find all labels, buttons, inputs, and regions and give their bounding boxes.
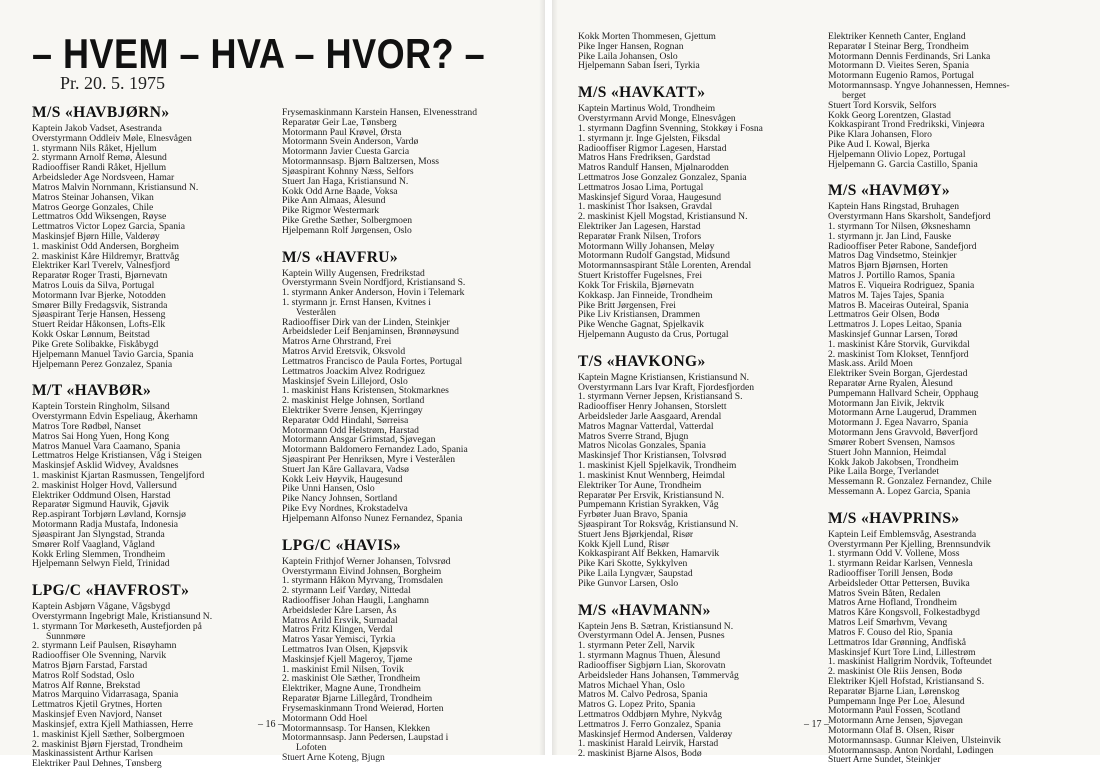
crew-line: 2. maskinist Helge Johnsen, Sortland	[282, 395, 425, 407]
block-spacer	[828, 497, 1090, 510]
crew-line: 2. maskinist Bjarne Alsos, Bodø	[578, 748, 702, 760]
crew-line: 1. styrmann Tor Mørkeseth, Austefjorden på	[32, 620, 202, 632]
crew-line: 1. maskinist Harald Leirvik, Harstad	[578, 738, 719, 750]
crew-line: Matros Louis da Silva, Portugal	[32, 280, 155, 291]
crew-line: Hjelpemann Saban Iseri, Tyrkia	[578, 60, 700, 72]
block-spacer	[578, 71, 826, 84]
page-17	[552, 0, 1100, 766]
crew-line: Arbeidsleder Leif Benjaminsen, Brønnøysund	[282, 326, 459, 338]
crew-line: Pumpemann Kristian Syrakken, Våg	[578, 499, 719, 511]
crew-line: Motormann Paul Fossen, Scotland	[828, 705, 961, 717]
crew-line: Pike Unni Hansen, Oslo	[282, 483, 375, 495]
crew-line: Motormann J. Egea Navarro, Spania	[828, 417, 969, 429]
crew-line: Matros Leif Smørhvm, Vevang	[828, 617, 948, 629]
page-16	[0, 0, 545, 769]
crew-line: Lettmatros Joackim Alvez Rodriguez	[282, 365, 426, 377]
crew-line: Pike Gunvor Larsen, Oslo	[578, 577, 679, 589]
crew-line: Sjøaspirant Kohnny Næss, Selfors	[282, 165, 414, 177]
ship-heading: M/S «HAVBJØRN»	[32, 104, 170, 121]
crew-line: Hjelpemann Selwyn Field, Trinidad	[32, 558, 170, 570]
crew-line: berget	[842, 89, 866, 101]
crew-line: Matros M. Calvo Pedrosa, Spania	[578, 689, 708, 701]
crew-line: 1. maskinist Hans Kristensen, Stokmarknes	[282, 385, 449, 397]
crew-line: Matros Bjørn Bjørnsen, Horten	[828, 260, 948, 272]
crew-line: Pike Inger Hansen, Rognan	[578, 40, 684, 52]
ship-heading: M/S «HAVPRINS»	[828, 509, 960, 527]
crew-line: Reparatør Arne Ryalen, Ålesund	[828, 378, 953, 389]
crew-line: Lettmatros Victor Lopez Garcia, Spania	[32, 221, 185, 233]
crew-line: Maskinsjef Even Navjord, Nanset	[32, 709, 163, 721]
crew-block	[32, 382, 277, 569]
crew-line: Matros Tore Rødbøl, Nanset	[32, 420, 141, 432]
page-edge-shadow	[552, 0, 558, 755]
crew-block	[578, 32, 826, 71]
crew-line: 1. styrmann Dagfinn Svenning, Stokkøy i Fosna	[578, 122, 763, 134]
crew-line: Radiooffiser Randi Råket, Hjellum	[32, 162, 167, 174]
crew-line: Pike Liv Kristiansen, Drammen	[578, 309, 701, 321]
crew-line: Matros Arvid Eretsvik, Oksvold	[282, 346, 406, 358]
crew-line: Matros Manuel Vara Caamano, Spania	[32, 440, 181, 452]
crew-line: Matros Randulf Hansen, Mjølnarodden	[578, 162, 729, 174]
crew-line: Motormannsaspirant Ståle Lorenten, Arendal	[578, 260, 752, 272]
crew-line: Lettmatros Josao Lima, Portugal	[578, 181, 704, 193]
crew-line: Matros Sai Hong Yuen, Hong Kong	[32, 430, 170, 442]
crew-line: Motormannsasp. Jann Pedersen, Laupstad i	[282, 732, 449, 744]
crew-line: 2. styrmann Leif Vardøy, Nittedal	[282, 585, 411, 597]
crew-line: Sjøaspirant Per Henriksen, Myre i Vesterålen	[282, 454, 456, 465]
crew-line: Kokk Kjell Lund, Risør	[578, 538, 670, 550]
crew-line: Matros E. Viqueira Rodriguez, Spania	[828, 279, 975, 291]
crew-line: Maskinsjef Asklid Widvey, Åvaldsnes	[32, 460, 179, 472]
crew-line: Radiooffiser Johan Haugli, Langhamn	[282, 594, 429, 606]
crew-line: Arbeidsleder Ottar Pettersen, Buvika	[828, 577, 970, 589]
crew-line: Matros Nicolas Gonzales, Spania	[578, 440, 706, 452]
crew-line: Motormann Paul Krøvel, Ørsta	[282, 126, 402, 138]
crew-line: Radiooffiser Rigmor Lagesen, Harstad	[578, 142, 727, 154]
crew-line: 2. styrmann Leif Paulsen, Risøyhamn	[32, 640, 177, 652]
crew-line: Reparatør Bjarne Lian, Lørenskog	[828, 685, 960, 697]
crew-line: Maskinsjef, extra Kjell Mathiassen, Herre	[32, 718, 193, 730]
crew-line: Elektriker Sverre Jensen, Kjerringøy	[282, 404, 423, 416]
crew-line: Overstyrmann Svein Nordfjord, Kristiansand S.	[282, 277, 466, 289]
crew-line: Kaptein Frithjof Werner Johansen, Tolvsrød	[282, 555, 451, 567]
crew-line: Maskinsjef Sigurd Voraa, Haugesund	[578, 191, 722, 203]
crew-line: Kaptein Torstein Ringholm, Silsand	[32, 401, 170, 413]
crew-line: 2. styrmann Arnolf Remø, Ålesund	[32, 152, 167, 164]
crew-line: Matros Sverre Strand, Bjugn	[578, 430, 689, 442]
crew-line: Overstyrmann Ingebrigt Male, Kristiansund N.	[32, 610, 213, 622]
crew-block	[32, 104, 277, 369]
crew-line: Arbeidsleder Age Nordsveen, Hamar	[32, 172, 175, 184]
crew-line: 1. maskinist Emil Nilsen, Tovik	[282, 663, 404, 675]
crew-line: Matros Arne Hofland, Trondheim	[828, 597, 957, 609]
crew-line: Kaptein Asbjørn Vågane, Vågsbygd	[32, 601, 171, 613]
crew-line: Matros Kåre Kongsvoll, Folkestadbygd	[828, 607, 980, 619]
crew-line: 1. styrmann jr. Ernst Hansen, Kvitnes i	[282, 297, 431, 308]
crew-block	[578, 353, 826, 589]
crew-line: 1. styrmann Odd V. Vollene, Moss	[828, 548, 960, 560]
crew-line: 2. maskinist Bjørn Fjerstad, Trondheim	[32, 738, 183, 750]
crew-line: Lettmatros Jose Gonzalez Gonzalez, Spania	[578, 171, 747, 183]
crew-line: Overstyrmann Odel A. Jensen, Pusnes	[578, 630, 725, 642]
crew-line: Matros Michael Yhan, Oslo	[578, 679, 685, 691]
ship-heading: T/S «HAVKONG»	[578, 352, 706, 370]
crew-line: 2. maskinist Kjell Mogstad, Kristiansund N.	[578, 211, 748, 223]
crew-line: Messemann R. Gonzalez Fernandez, Chile	[828, 476, 992, 488]
crew-line: Radiooffiser Sigbjørn Lian, Skorovatn	[578, 659, 726, 671]
crew-line: 1. styrmann Nils Råket, Hjellum	[32, 142, 157, 154]
crew-line: Matros Rolf Sodstad, Oslo	[32, 669, 135, 681]
crew-line: Matros B. Maceiras Outeiral, Spania	[828, 299, 969, 311]
crew-line: Motormann Jan Eivik, Jektvik	[828, 397, 945, 409]
crew-line: Stuert Jan Kåre Gallavara, Vadsø	[282, 463, 409, 475]
crew-line: Elektriker Kjell Hofstad, Kristiansand S.	[828, 675, 985, 687]
crew-line: Lettmatros Ivan Olsen, Kjøpsvik	[282, 644, 408, 655]
crew-line: 1. maskinist Knut Wennberg, Heimdal	[578, 469, 726, 481]
crew-line: Kaptein Hans Ringstad, Bruhagen	[828, 201, 960, 213]
crew-line: Maskinsjef Kurt Tore Lind, Lillestrøm	[828, 646, 976, 658]
crew-line: 2. maskinist Ole Riis Jensen, Bodø	[828, 666, 963, 678]
crew-block	[578, 84, 826, 340]
crew-line: Kokkasp. Jan Finneide, Trondheim	[578, 289, 713, 301]
crew-line: Reparatør Geir Lae, Tønsberg	[282, 116, 397, 128]
crew-line: Messemann A. Lopez Garcia, Spania	[828, 485, 971, 497]
crew-line: Pike Ann Almaas, Ålesund	[282, 195, 386, 207]
crew-line: Kaptein Leif Emblemsvåg, Asestranda	[828, 528, 977, 540]
crew-line: Motormann Dennis Ferdinands, Sri Lanka	[828, 50, 991, 62]
crew-line: Hjelpemann G. Garcia Castillo, Spania	[828, 158, 978, 170]
crew-line: Kaptein Martinus Wold, Trondheim	[578, 103, 716, 115]
crew-line: Kaptein Jens B. Sætran, Kristiansund N.	[578, 620, 734, 632]
crew-line: 1. styrmann jr. Jan Lind, Fauske	[828, 230, 952, 242]
crew-line: Frysemaskinmann Trond Weierød, Horten	[282, 702, 444, 714]
crew-line: Matros M. Tajes Tajes, Spania	[828, 289, 945, 301]
crew-line: Radiooffiser Ole Svenning, Narvik	[32, 650, 167, 662]
crew-line: Stuert Reidar Håkonsen, Lofts-Elk	[32, 319, 166, 331]
crew-line: Kokk Tor Friskila, Bjørnevatn	[578, 279, 694, 291]
crew-line: Radiooffiser Torill Jensen, Bodø	[828, 568, 953, 579]
crew-line: Motormannsasp. Yngve Johannessen, Hemnes-	[828, 80, 1010, 92]
crew-line: Maskinsjef Bjørn Hille, Valderøy	[32, 230, 160, 242]
crew-line: Radiooffiser Dirk van der Linden, Steinkjer	[282, 316, 450, 328]
crew-line: 1. maskinist Odd Andersen, Borgheim	[32, 240, 179, 252]
crew-line: Sjøaspirant Tor Roksvåg, Kristiansund N.	[578, 518, 739, 530]
crew-line: Maskinassistent Arthur Karlsen	[32, 748, 153, 760]
crew-line: Matros George Gonzales, Chile	[32, 201, 154, 213]
crew-line: Smører Billy Fredagsvik, Sistranda	[32, 299, 168, 311]
block-spacer	[282, 236, 532, 249]
issue-date: Pr. 20. 5. 1975	[60, 73, 166, 93]
crew-line: Reparatør Odd Hindahl, Sørreisa	[282, 414, 409, 426]
crew-line: Maskinsjef Kjell Mageroy, Tjøme	[282, 653, 413, 665]
crew-line: Pike Grethe Sæther, Solbergmoen	[282, 214, 413, 226]
crew-line: Motormann D. Vieites Seren, Spania	[828, 60, 969, 72]
block-spacer	[282, 524, 532, 537]
crew-line: Lettmatros Geir Olsen, Bodø	[828, 309, 940, 321]
crew-line: Matros F. Couso del Rio, Spania	[828, 626, 953, 638]
crew-line: Elektriker, Magne Aune, Trondheim	[282, 683, 421, 695]
crew-line: Pike Evy Nordnes, Krokstadelva	[282, 503, 408, 515]
crew-line: Motormann Javier Cuesta Garcia	[282, 146, 410, 158]
crew-line: 1. styrmann Tor Nilsen, Øksneshamn	[828, 221, 971, 232]
crew-line: Arbeidsleder Kåre Larsen, Ås	[282, 604, 397, 616]
crew-line: Overstyrmann Arvid Monge, Elnesvågen	[578, 113, 736, 125]
block-spacer	[32, 569, 277, 582]
crew-line: Frysemaskinmann Karstein Hansen, Elvenesstrand	[282, 107, 478, 118]
crew-line: Lettmatros Kjetil Grytnes, Horten	[32, 699, 163, 711]
ship-heading: M/S «HAVMØY»	[828, 182, 951, 200]
crew-line: Motormann Arne Jensen, Sjøvegan	[828, 715, 963, 727]
crew-line: 2. maskinist Kåre Hildremyr, Brattvåg	[32, 250, 180, 262]
crew-line: Kokk Jakob Jakobsen, Trondheim	[828, 456, 959, 468]
crew-line: Motormann Radja Mustafa, Indonesia	[32, 519, 179, 531]
crew-line: Matros Steinar Johansen, Vikan	[32, 191, 154, 203]
block-spacer	[32, 369, 277, 382]
crew-line: Hjelpemann Manuel Tavio Garcia, Spania	[32, 348, 194, 360]
ship-heading: M/S «HAVFRU»	[282, 248, 399, 266]
crew-line: Stuert Tord Korsvik, Selfors	[828, 99, 937, 111]
crew-line: 1. styrmann Peter Zell, Narvik	[578, 640, 695, 652]
crew-line: Kokkaspirant Trond Fredrikski, Vinjeøra	[828, 119, 985, 131]
crew-line: Elektriker Tor Aune, Trondheim	[578, 479, 702, 491]
crew-block	[282, 249, 532, 524]
crew-line: Kokk Georg Lorentzen, Glastad	[828, 109, 951, 121]
crew-block	[828, 510, 1090, 766]
crew-line: Maskinsjef Thor Kristiansen, Tolvsrød	[578, 450, 727, 462]
crew-line: Radiooffiser Peter Rabone, Sandefjord	[828, 240, 977, 252]
crew-line: Reparatør Frank Nilsen, Trofors	[578, 230, 702, 242]
page-number-left: – 16 –	[258, 719, 283, 730]
crew-line: Pike Rigmor Westermark	[282, 205, 380, 217]
crew-line: Motormann Rudolf Gangstad, Midsund	[578, 250, 730, 262]
crew-line: Motormann Arne Laugerud, Drammen	[828, 407, 977, 419]
crew-line: Matros Alf Rønne, Brekstad	[32, 679, 141, 691]
column-1	[32, 104, 277, 769]
crew-line: Pike Laila Lyngvær, Saupstad	[578, 568, 693, 579]
crew-block	[828, 32, 1090, 169]
crew-line: Elektriker Paul Dehnes, Tønsberg	[32, 758, 162, 769]
crew-line: Matros G. Lopez Prito, Spania	[578, 699, 696, 711]
crew-line: Matros Bjørn Farstad, Farstad	[32, 660, 148, 671]
crew-line: 1. styrmann Håkon Myrvang, Tromsdalen	[282, 575, 443, 587]
crew-line: Arbeidsleder Hans Johansen, Tømmervåg	[578, 669, 739, 681]
crew-line: Elektriker Kenneth Canter, England	[828, 31, 966, 42]
crew-line: Overstyrmann Edvin Espeliaug, Åkerhamn	[32, 411, 198, 423]
crew-line: 1. maskinist Kjartan Rasmussen, Tengeljford	[32, 470, 205, 481]
crew-line: Matros Yasar Yemisci, Tyrkia	[282, 634, 396, 646]
crew-line: Pike Aud I. Kowal, Bjerka	[828, 138, 930, 150]
crew-line: Matros Hans Fredriksen, Gardstad	[578, 152, 711, 164]
crew-line: Motormann Ansgar Grimstad, Sjøvegan	[282, 434, 436, 446]
crew-line: Motormann Ivar Bjerke, Notodden	[32, 289, 166, 301]
crew-line: Hjelpemann Alfonso Nunez Fernandez, Spania	[282, 512, 463, 524]
crew-line: Matros Marquino Vidarrasaga, Spania	[32, 689, 179, 701]
crew-line: Stuert Arne Sundet, Steinkjer	[828, 754, 941, 766]
crew-line: Pumpemann Inge Per Loe, Ålesund	[828, 695, 965, 707]
ship-heading: LPG/C «HAVFROST»	[32, 582, 190, 600]
crew-line: Lettmatros J. Ferro Gonzalez, Spania	[578, 718, 721, 730]
crew-line: Overstyrmann Oddleiv Møle, Elnesvågen	[32, 132, 192, 144]
crew-line: 1. maskinist Thor Isaksen, Gravdal	[578, 201, 713, 213]
center-gutter	[545, 0, 552, 755]
crew-line: 1. styrmann Anker Anderson, Hovin i Telemark	[282, 287, 465, 299]
crew-line: Lettmatros Helge Kristiansen, Våg i Steigen	[32, 450, 202, 462]
crew-block	[32, 582, 277, 769]
crew-line: Smører Rolf Vaagland, Vågland	[32, 538, 155, 550]
crew-line: Arbeidsleder Jarle Aasgaard, Arendal	[578, 411, 722, 422]
crew-line: 1. styrmann jr. Inge Gjelsten, Fiksdal	[578, 132, 721, 144]
crew-line: Matros Magnar Vatterdal, Vatterdal	[578, 420, 714, 432]
crew-line: Overstyrmann Hans Skarsholt, Sandefjord	[828, 211, 991, 223]
crew-line: Lettmatros Oddbjørn Myhre, Nykvåg	[578, 708, 722, 720]
crew-line: Stuert John Mannion, Heimdal	[828, 446, 947, 458]
crew-line: Pike Kari Skotte, Sykkylven	[578, 558, 688, 570]
column-4	[828, 32, 1090, 765]
crew-line: Motormannsasp. Gunnar Kleiven, Ulsteinvik	[828, 734, 1001, 746]
block-spacer	[828, 169, 1090, 182]
crew-line: Kaptein Jakob Vadset, Asestranda	[32, 123, 162, 134]
crew-line: Motormann Olaf B. Olsen, Risør	[828, 725, 955, 736]
crew-line: Kokk Morten Thommesen, Gjettum	[578, 31, 716, 42]
crew-line: 1. maskinist Kåre Storvik, Gurvikdal	[828, 338, 970, 350]
crew-line: Matros Svein Båten, Redalen	[828, 587, 941, 599]
crew-line: Motormann Odd Hoel	[282, 712, 368, 724]
crew-line: Pike Laila Borge, Tverlandet	[828, 466, 940, 478]
crew-line: Overstyrmann Eivind Johnsen, Borgheim	[282, 565, 442, 577]
crew-line: Hjelpemann Perez Gonzalez, Spania	[32, 358, 173, 370]
crew-line: Radiooffiser Henry Johansen, Storslett	[578, 401, 727, 413]
crew-line: Pike Klara Johansen, Floro	[828, 129, 932, 141]
ship-heading: M/S «HAVKATT»	[578, 84, 706, 102]
crew-line: 2. maskinist Holger Hovd, Vallersund	[32, 479, 177, 491]
crew-line: Lettmatros Francisco de Paula Fortes, Portugal	[282, 355, 463, 367]
crew-line: Pumpemann Hallvard Scheir, Opphaug	[828, 387, 979, 399]
crew-line: Kokk Oskar Lønnum, Beitstad	[32, 329, 150, 341]
crew-line: Rep.aspirant Torbjørn Løvland, Kornsjø	[32, 509, 186, 521]
crew-line: 1. maskinist Kjell Spjelkavik, Trondheim	[578, 460, 737, 472]
crew-line: Kaptein Magne Kristiansen, Kristiansund N.	[578, 371, 750, 383]
crew-line: 1. maskinist Hallgrim Nordvik, Tofteundet	[828, 656, 992, 668]
crew-line: 1. styrmann Reidar Karlsen, Vennesla	[828, 558, 973, 570]
crew-line: Matros J. Portillo Ramos, Spania	[828, 270, 955, 282]
crew-line: Motormann Willy Johansen, Meløy	[578, 240, 715, 252]
crew-line: 2. maskinist Tom Klokset, Tennfjord	[828, 348, 969, 360]
crew-line: Lettmatros Idar Grønning, Andfiskå	[828, 636, 967, 648]
crew-line: Elektriker Oddmund Olsen, Harstad	[32, 489, 171, 501]
crew-line: Matros Arne Ohrstrand, Frei	[282, 336, 392, 348]
crew-line: Motormann Eugenio Ramos, Portugal	[828, 70, 975, 82]
block-spacer	[578, 589, 826, 602]
crew-block	[578, 602, 826, 759]
crew-line: Motormann Svein Anderson, Vardø	[282, 136, 419, 148]
crew-line: Maskinsjef Hermod Andersen, Valderøy	[578, 728, 733, 740]
crew-line: Maskinsjef Svein Lillejord, Oslo	[282, 375, 408, 387]
crew-line: Elektriker Jan Lagesen, Harstad	[578, 221, 701, 232]
block-spacer	[578, 340, 826, 353]
crew-line: Kokk Leiv Høyvik, Haugesund	[282, 473, 403, 485]
crew-line: Kokkaspirant Alf Bekken, Hamarvik	[578, 548, 720, 560]
crew-line: Stuert Jens Bjørkjendal, Risør	[578, 528, 694, 540]
crew-line: Pike Nancy Johnsen, Sortland	[282, 493, 398, 505]
crew-line: Kokk Erling Slemmen, Trondheim	[32, 548, 166, 560]
crew-line: Motormann Odd Helstrøm, Harstad	[282, 424, 419, 436]
crew-line: Hjelpemann Rolf Jørgensen, Oslo	[282, 224, 412, 236]
crew-line: Elektriker Karl Tverelv, Valnesfjord	[32, 260, 171, 272]
crew-line: Motormannsasp. Anton Nordahl, Lødingen	[828, 744, 994, 756]
crew-line: Lettmatros Odd Wiksengen, Røyse	[32, 211, 167, 223]
crew-line: Kokk Odd Arne Baade, Voksa	[282, 185, 398, 197]
crew-line: Smører Robert Svensen, Namsos	[828, 436, 955, 448]
crew-line: Maskinsjef Gunnar Larsen, Torød	[828, 328, 958, 340]
crew-line: Mask.ass. Arild Moen	[828, 358, 913, 370]
crew-line: 1. styrmann Verner Jepsen, Kristiansand S.	[578, 391, 743, 403]
crew-line: Reparatør Per Ersvik, Kristiansund N.	[578, 489, 725, 501]
crew-line: Pike Grete Solibakke, Fiskåbygd	[32, 338, 159, 350]
crew-line: Matros Dag Vindsetmo, Steinkjer	[828, 250, 957, 262]
crew-line: Motormannsasp. Tor Hansen, Klekken	[282, 722, 431, 734]
crew-line: Pike Laila Johansen, Oslo	[578, 50, 678, 62]
crew-line: 1. maskinist Kjell Sæther, Solbergmoen	[32, 728, 185, 740]
crew-line: Pike Wenche Gagnat, Spjelkavik	[578, 319, 704, 331]
column-3	[578, 32, 826, 759]
crew-line: Lofoten	[296, 742, 327, 754]
crew-block	[828, 182, 1090, 496]
crew-line: Pike Britt Jørgensen, Frei	[578, 299, 676, 311]
crew-line: Matros Malvin Nornmann, Kristiansund N.	[32, 181, 199, 193]
ship-heading: LPG/C «HAVIS»	[282, 536, 402, 554]
crew-line: 1. styrmann Magnus Thuen, Ålesund	[578, 650, 721, 662]
crew-line: Reparatør Bjarne Lillegård, Trondheim	[282, 693, 433, 705]
crew-line: Kaptein Willy Augensen, Fredrikstad	[282, 267, 425, 279]
crew-line: Reparatør Sigmund Hauvik, Gjøvik	[32, 499, 169, 511]
crew-line: Fyrbøter Juan Bravo, Spania	[578, 509, 688, 521]
crew-line: Motormann Baldomero Fernandez Lado, Spania	[282, 444, 468, 456]
crew-line: Reparatør I Steinar Berg, Trondheim	[828, 40, 969, 52]
crew-line: Stuert Jan Haga, Kristiansund N.	[282, 175, 409, 187]
crew-line: Reparatør Roger Trasti, Bjørnevatn	[32, 270, 168, 282]
crew-line: Hjelpemann Augusto da Crus, Portugal	[578, 328, 729, 340]
page-number-right: – 17 –	[804, 719, 829, 730]
crew-line: Motormann Jens Gravvold, Bøverfjord	[828, 427, 978, 439]
crew-block	[282, 108, 532, 236]
crew-line: 2. maskinist Ole Sæther, Trondheim	[282, 673, 421, 685]
crew-line: Hjelpemann Olivio Lopez, Portugal	[828, 148, 966, 160]
crew-line: Sjøaspirant Terje Hansen, Hesseng	[32, 309, 166, 321]
crew-block	[282, 537, 532, 763]
crew-line: Overstyrmann Lars Ivar Kraft, Fjordesfjorden	[578, 381, 755, 393]
crew-line: Sunnmøre	[46, 630, 86, 642]
ship-heading: M/S «HAVMANN»	[578, 601, 711, 619]
crew-line: Overstyrmann Per Kjelling, Brennsundvik	[828, 538, 991, 550]
column-2	[282, 108, 532, 763]
crew-line: Lettmatros J. Lopes Leitao, Spania	[828, 319, 962, 331]
crew-line: Matros Arild Ersvik, Surnadal	[282, 614, 398, 626]
crew-line: Stuert Kristoffer Fugelsnes, Frei	[578, 270, 702, 282]
crew-line: Vesterålen	[296, 306, 336, 318]
crew-line: Matros Fritz Klingen, Verdal	[282, 624, 393, 636]
page-title: – HVEM – HVA – HVOR? –	[32, 30, 486, 78]
crew-line: Elektriker Svein Borgan, Gjerdestad	[828, 368, 968, 380]
crew-line: Stuert Arne Koteng, Bjugn	[282, 751, 385, 763]
crew-line: Motormannsasp. Bjørn Baltzersen, Moss	[282, 156, 439, 168]
crew-line: Sjøaspirant Jan Slyngstad, Stranda	[32, 528, 165, 540]
ship-heading: M/T «HAVBØR»	[32, 382, 152, 400]
